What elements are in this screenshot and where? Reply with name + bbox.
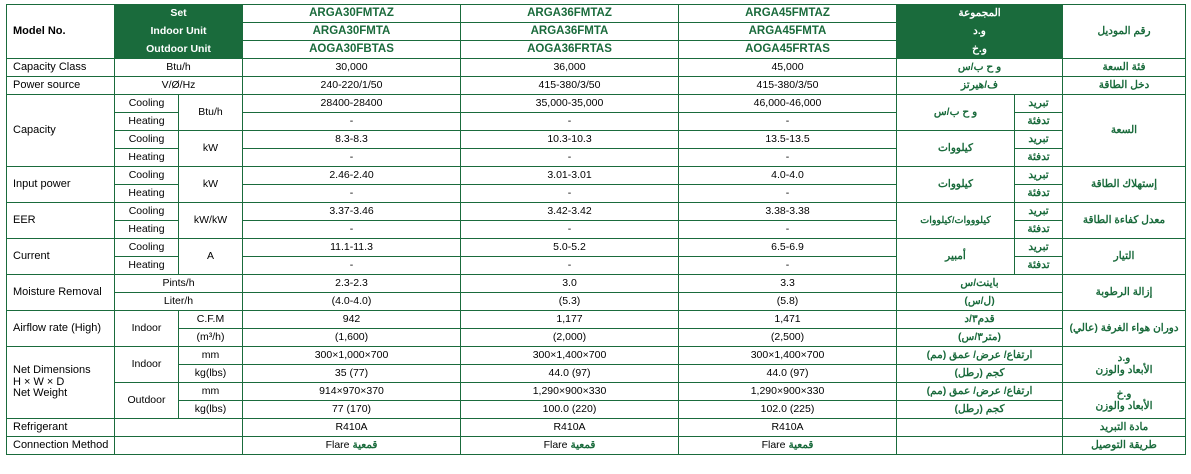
row-scope-dimensions-outdoor: Outdoor [115, 383, 179, 419]
mode-current-cooling: Cooling [115, 239, 179, 257]
cell-airflow-top-2: 1,471 [679, 311, 897, 329]
table-row-airflow-top [7, 311, 1186, 329]
cell-eer-heating-2: - [679, 221, 897, 239]
cell-eer-cooling-1: 3.42-3.42 [461, 203, 679, 221]
header-ar-outdoor: و.خ [897, 41, 1063, 59]
dimensions-label-line3: Net Weight [13, 387, 68, 400]
cell-outdoor-kg-1: 100.0 (220) [461, 401, 679, 419]
mode-ar-input-power-heating: تدفئة [1015, 185, 1063, 203]
cell-capacity-btu-cooling-0: 28400-28400 [243, 95, 461, 113]
cell-moisture-top-2: 3.3 [679, 275, 897, 293]
row-ar-label-outdoor-dimensions [1063, 383, 1186, 419]
row-unit-capacity-class: Btu/h [115, 59, 243, 77]
mode-ar-capacity-kw-cooling: تبريد [1015, 131, 1063, 149]
row-ar-label-input-power: إستهلاك الطاقة [1063, 167, 1186, 203]
cell-moisture-top-1: 3.0 [461, 275, 679, 293]
model-outdoor-2: AOGA45FRTAS [679, 41, 897, 59]
row-label-refrigerant: Refrigerant [7, 419, 115, 437]
cell-outdoor-kg-0: 77 (170) [243, 401, 461, 419]
ar-indoor-tag: و.د [1117, 352, 1131, 365]
cell-input-power-cooling-2: 4.0-4.0 [679, 167, 897, 185]
row-ar-unit-power-source: ف/هيرتز [897, 77, 1063, 95]
cell-indoor-mm-0: 300×1,000×700 [243, 347, 461, 365]
row-ar-unit-moisture-pints: باينت/س [897, 275, 1063, 293]
table-row-capacity-class [7, 59, 1186, 77]
mode-ar-capacity-btu-cooling: تبريد [1015, 95, 1063, 113]
table-row-indoor-weight [7, 365, 1186, 383]
cell-indoor-kg-2: 44.0 (97) [679, 365, 897, 383]
table-row-outdoor-weight [7, 401, 1186, 419]
cell-indoor-kg-0: 35 (77) [243, 365, 461, 383]
row-ar-label-current: التيار [1063, 239, 1186, 275]
row-ar-unit-capacity-btu: و ح ب/س [897, 95, 1015, 131]
row-ar-label-moisture-removal: إزالة الرطوبة [1063, 275, 1186, 311]
cell-current-heating-0: - [243, 257, 461, 275]
model-indoor-2: ARGA45FMTA [679, 23, 897, 41]
cell-refrigerant-1: R410A [461, 419, 679, 437]
row-ar-label-connection-method: طريقة التوصيل [1063, 437, 1186, 455]
cell-eer-heating-0: - [243, 221, 461, 239]
cell-connection-en-2: Flare [761, 438, 786, 451]
mode-capacity-btu-cooling: Cooling [115, 95, 179, 113]
cell-input-power-heating-0: - [243, 185, 461, 203]
cell-connection-ar-1: قمعية [570, 438, 596, 451]
header-outdoor-unit: Outdoor Unit [115, 41, 243, 59]
table-row-power-source [7, 77, 1186, 95]
header-set: Set [115, 5, 243, 23]
mode-ar-current-heating: تدفئة [1015, 257, 1063, 275]
cell-connection-ar-2: قمعية [788, 438, 814, 451]
cell-indoor-mm-2: 300×1,400×700 [679, 347, 897, 365]
cell-connection-en-1: Flare [543, 438, 568, 451]
header-ar-model-no: رقم الموديل [1063, 5, 1186, 59]
row-ar-unit-eer: كيلوووات/كيلووات [897, 203, 1015, 239]
cell-input-power-cooling-0: 2.46-2.40 [243, 167, 461, 185]
mode-input-power-heating: Heating [115, 185, 179, 203]
mode-input-power-cooling: Cooling [115, 167, 179, 185]
table-row-header-set [7, 5, 1186, 23]
table-row-airflow-bottom [7, 329, 1186, 347]
row-ar-unit-moisture-liter: (ل/س) [897, 293, 1063, 311]
table-row-capacity-kw-cooling [7, 131, 1186, 149]
cell-current-cooling-0: 11.1-11.3 [243, 239, 461, 257]
mode-current-heating: Heating [115, 257, 179, 275]
mode-capacity-kw-cooling: Cooling [115, 131, 179, 149]
row-ar-unit-current: أمبير [897, 239, 1015, 275]
table-row-header-outdoor [7, 41, 1186, 59]
table-row-input-power-cooling [7, 167, 1186, 185]
row-unit-outdoor-kg: kg(lbs) [179, 401, 243, 419]
row-label-eer: EER [7, 203, 115, 239]
header-ar-group: المجموعة [897, 5, 1063, 23]
header-indoor-unit: Indoor Unit [115, 23, 243, 41]
cell-capacity-kw-heating-1: - [461, 149, 679, 167]
header-ar-indoor: و.د [897, 23, 1063, 41]
cell-connection-2 [679, 437, 897, 455]
cell-capacity-btu-cooling-1: 35,000-35,000 [461, 95, 679, 113]
row-unit-power-source: V/Ø/Hz [115, 77, 243, 95]
cell-airflow-bottom-2: (2,500) [679, 329, 897, 347]
model-set-2: ARGA45FMTAZ [679, 5, 897, 23]
table-row-capacity-btu-cooling [7, 95, 1186, 113]
mode-ar-eer-heating: تدفئة [1015, 221, 1063, 239]
row-unit-moisture-liter: Liter/h [115, 293, 243, 311]
cell-capacity-kw-cooling-1: 10.3-10.3 [461, 131, 679, 149]
cell-capacity-kw-cooling-0: 8.3-8.3 [243, 131, 461, 149]
dimensions-label-line1: Net Dimensions [13, 364, 91, 377]
row-ar-unit-input-power: كيلووات [897, 167, 1015, 203]
row-label-input-power: Input power [7, 167, 115, 203]
row-unit-airflow-m3h: (m³/h) [179, 329, 243, 347]
cell-eer-heating-1: - [461, 221, 679, 239]
cell-capacity-btu-heating-0: - [243, 113, 461, 131]
cell-moisture-bottom-0: (4.0-4.0) [243, 293, 461, 311]
cell-airflow-top-1: 1,177 [461, 311, 679, 329]
row-unit-eer: kW/kW [179, 203, 243, 239]
row-label-current: Current [7, 239, 115, 275]
row-ar-unit-capacity-kw: كيلووات [897, 131, 1015, 167]
model-indoor-0: ARGA30FMTA [243, 23, 461, 41]
row-ar-label-capacity: السعة [1063, 95, 1186, 167]
cell-eer-cooling-2: 3.38-3.38 [679, 203, 897, 221]
row-unit-indoor-mm: mm [179, 347, 243, 365]
cell-capacity-kw-cooling-2: 13.5-13.5 [679, 131, 897, 149]
row-unit-moisture-pints: Pints/h [115, 275, 243, 293]
dimensions-label-line2: H × W × D [13, 375, 65, 388]
cell-capacity-btu-cooling-2: 46,000-46,000 [679, 95, 897, 113]
row-scope-airflow-indoor: Indoor [115, 311, 179, 347]
cell-power-source-1: 415-380/3/50 [461, 77, 679, 95]
ar-outdoor-label: الأبعاد والوزن [1095, 399, 1153, 412]
row-ar-label-refrigerant: مادة التبريد [1063, 419, 1186, 437]
mode-ar-current-cooling: تبريد [1015, 239, 1063, 257]
row-label-connection-method: Connection Method [7, 437, 115, 455]
model-set-1: ARGA36FMTAZ [461, 5, 679, 23]
row-label-airflow-rate: Airflow rate (High) [7, 311, 115, 347]
ar-outdoor-tag: و.خ [1116, 388, 1132, 401]
ar-indoor-label: الأبعاد والوزن [1095, 363, 1153, 376]
header-model-no: Model No. [7, 5, 115, 59]
cell-current-cooling-1: 5.0-5.2 [461, 239, 679, 257]
table-row-outdoor-dimensions [7, 383, 1186, 401]
mode-ar-eer-cooling: تبريد [1015, 203, 1063, 221]
table-row-current-cooling [7, 239, 1186, 257]
cell-airflow-bottom-1: (2,000) [461, 329, 679, 347]
cell-current-cooling-2: 6.5-6.9 [679, 239, 897, 257]
cell-power-source-0: 240-220/1/50 [243, 77, 461, 95]
cell-outdoor-kg-2: 102.0 (225) [679, 401, 897, 419]
row-scope-dimensions-indoor: Indoor [115, 347, 179, 383]
row-ar-label-power-source: دخل الطاقة [1063, 77, 1186, 95]
model-outdoor-1: AOGA36FRTAS [461, 41, 679, 59]
cell-outdoor-mm-1: 1,290×900×330 [461, 383, 679, 401]
cell-connection-ar-0: قمعية [352, 438, 378, 451]
cell-outdoor-mm-0: 914×970×370 [243, 383, 461, 401]
cell-moisture-bottom-1: (5.3) [461, 293, 679, 311]
row-label-capacity-class: Capacity Class [7, 59, 115, 77]
cell-current-heating-1: - [461, 257, 679, 275]
table-row-moisture-top [7, 275, 1186, 293]
row-unit-outdoor-mm: mm [179, 383, 243, 401]
cell-moisture-bottom-2: (5.8) [679, 293, 897, 311]
cell-capacity-kw-heating-0: - [243, 149, 461, 167]
cell-input-power-heating-2: - [679, 185, 897, 203]
cell-eer-cooling-0: 3.37-3.46 [243, 203, 461, 221]
row-unit-refrigerant [115, 419, 243, 437]
cell-moisture-top-0: 2.3-2.3 [243, 275, 461, 293]
cell-connection-en-0: Flare [325, 438, 350, 451]
cell-current-heating-2: - [679, 257, 897, 275]
row-unit-input-power: kW [179, 167, 243, 203]
row-ar-unit-airflow-m3h: (متر۳/س) [897, 329, 1063, 347]
mode-eer-cooling: Cooling [115, 203, 179, 221]
table-row-connection-method [7, 437, 1186, 455]
cell-connection-0 [243, 437, 461, 455]
cell-capacity-btu-heating-2: - [679, 113, 897, 131]
cell-input-power-cooling-1: 3.01-3.01 [461, 167, 679, 185]
row-ar-label-airflow-rate: دوران هواء الغرفة (عالي) [1063, 311, 1186, 347]
row-label-moisture-removal: Moisture Removal [7, 275, 115, 311]
row-ar-unit-capacity-class: و ح ب/س [897, 59, 1063, 77]
row-ar-label-eer: معدل كفاءة الطاقة [1063, 203, 1186, 239]
row-ar-unit-indoor-kg: كجم (رطل) [897, 365, 1063, 383]
specifications-table [6, 4, 1186, 455]
row-unit-current: A [179, 239, 243, 275]
table-row-moisture-bottom [7, 293, 1186, 311]
mode-capacity-kw-heating: Heating [115, 149, 179, 167]
mode-ar-input-power-cooling: تبريد [1015, 167, 1063, 185]
cell-airflow-top-0: 942 [243, 311, 461, 329]
cell-connection-1 [461, 437, 679, 455]
cell-indoor-mm-1: 300×1,400×700 [461, 347, 679, 365]
table-row-eer-cooling [7, 203, 1186, 221]
row-ar-label-capacity-class: فئة السعة [1063, 59, 1186, 77]
row-ar-label-indoor-dimensions [1063, 347, 1186, 383]
row-ar-unit-outdoor-kg: كجم (رطل) [897, 401, 1063, 419]
table-row-indoor-dimensions [7, 347, 1186, 365]
model-indoor-1: ARGA36FMTA [461, 23, 679, 41]
row-unit-airflow-cfm: C.F.M [179, 311, 243, 329]
table-row-refrigerant [7, 419, 1186, 437]
cell-capacity-btu-heating-1: - [461, 113, 679, 131]
mode-ar-capacity-btu-heating: تدفئة [1015, 113, 1063, 131]
mode-capacity-btu-heating: Heating [115, 113, 179, 131]
model-set-0: ARGA30FMTAZ [243, 5, 461, 23]
cell-refrigerant-2: R410A [679, 419, 897, 437]
row-label-dimensions-weight [7, 347, 115, 419]
cell-capacity-kw-heating-2: - [679, 149, 897, 167]
mode-ar-capacity-kw-heating: تدفئة [1015, 149, 1063, 167]
row-ar-unit-connection [897, 437, 1063, 455]
cell-capacity-class-0: 30,000 [243, 59, 461, 77]
cell-airflow-bottom-0: (1,600) [243, 329, 461, 347]
row-label-capacity: Capacity [7, 95, 115, 167]
row-unit-connection-method [115, 437, 243, 455]
row-ar-unit-outdoor-mm: ارتفاع/ عرض/ عمق (مم) [897, 383, 1063, 401]
table-row-header-indoor [7, 23, 1186, 41]
cell-refrigerant-0: R410A [243, 419, 461, 437]
cell-capacity-class-1: 36,000 [461, 59, 679, 77]
mode-eer-heating: Heating [115, 221, 179, 239]
row-ar-unit-indoor-mm: ارتفاع/ عرض/ عمق (مم) [897, 347, 1063, 365]
row-label-power-source: Power source [7, 77, 115, 95]
row-ar-unit-refrigerant [897, 419, 1063, 437]
model-outdoor-0: AOGA30FBTAS [243, 41, 461, 59]
cell-input-power-heating-1: - [461, 185, 679, 203]
cell-indoor-kg-1: 44.0 (97) [461, 365, 679, 383]
cell-capacity-class-2: 45,000 [679, 59, 897, 77]
row-unit-capacity-kw: kW [179, 131, 243, 167]
row-unit-capacity-btu: Btu/h [179, 95, 243, 131]
row-ar-unit-airflow-cfm: قدم۳/د [897, 311, 1063, 329]
row-unit-indoor-kg: kg(lbs) [179, 365, 243, 383]
cell-power-source-2: 415-380/3/50 [679, 77, 897, 95]
cell-outdoor-mm-2: 1,290×900×330 [679, 383, 897, 401]
